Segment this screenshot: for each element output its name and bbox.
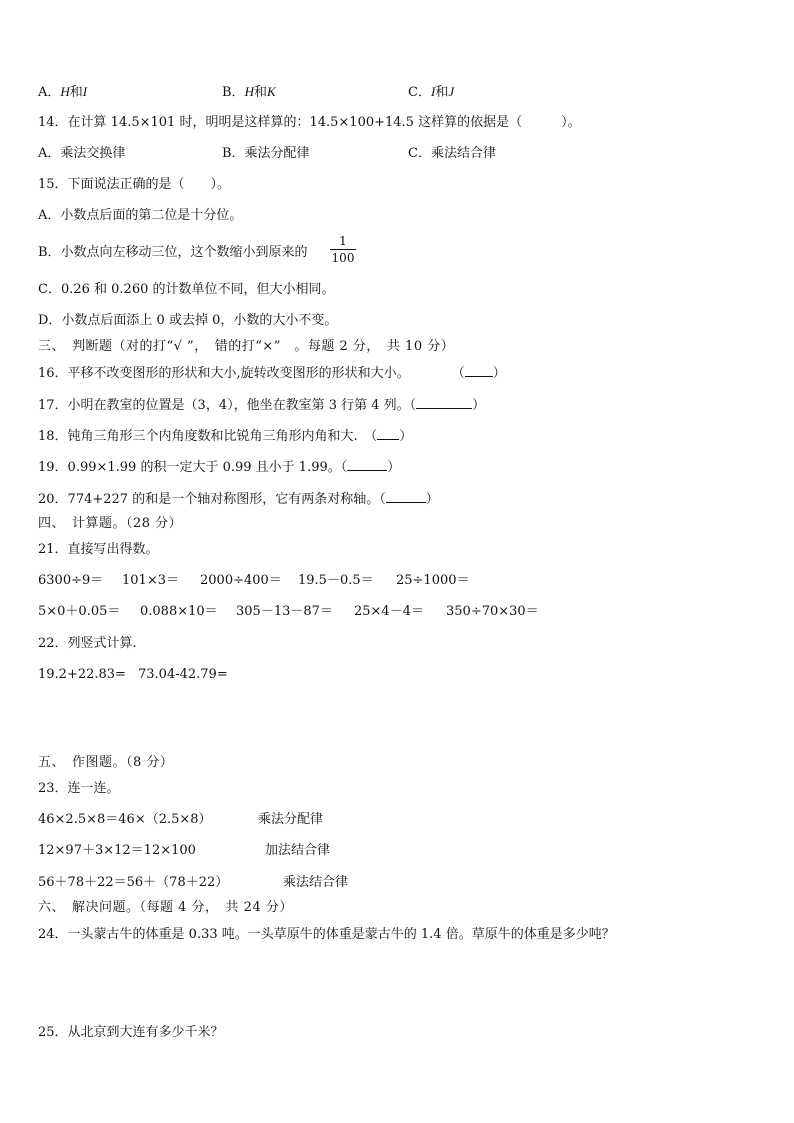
variable: I [82, 84, 88, 99]
question-text: 19．0.99×1.99 的积一定大于 0.99 且小于 1.99。（ [38, 460, 348, 475]
section-6-title: 六、 解决问题。（每题 4 分， 共 24 分） [38, 900, 293, 915]
option-label: A． [38, 85, 61, 100]
fraction-one-hundredth [330, 234, 356, 265]
match-left-item[interactable]: 56＋78＋22＝56＋（78＋22） [38, 875, 229, 890]
section-3-title: 三、 判断题（对的打“√ ”， 错的打“×” 。每题 2 分， 共 10 分） [38, 339, 455, 354]
question-number: 14． [38, 115, 68, 130]
connector: 和 [435, 85, 449, 100]
match-left-item[interactable]: 46×2.5×8＝46×（2.5×8） [38, 812, 212, 827]
question-21: 21．直接写出得数。 [38, 542, 159, 557]
question-text: 下面说法正确的是（ ）。 [67, 177, 231, 192]
calc-item: 25÷1000＝ [396, 573, 470, 588]
question-text: 17．小明在教室的位置是（3，4），他坐在教室第 3 行第 4 列。（ [38, 398, 417, 413]
calc-item: 0.088×10＝ [140, 604, 218, 619]
answer-blank[interactable] [347, 458, 387, 471]
q15-option-a: A．小数点后面的第二位是十分位。 [38, 208, 243, 223]
variable: J [448, 84, 455, 99]
option-label: B． [222, 85, 245, 100]
calc-item: 101×3＝ [122, 573, 179, 588]
question-16 [38, 364, 506, 382]
q13-option-b [222, 84, 276, 101]
variable: H [244, 84, 254, 99]
question-24: 24．一头蒙古牛的体重是 0.33 吨。一头草原牛的体重是蒙古牛的 1.4 倍。草原牛的体重是多少吨？ [38, 927, 615, 942]
question-text: 20．774+227 的和是一个轴对称图形，它有两条对称轴。（ [38, 492, 386, 507]
question-14 [38, 115, 581, 131]
connector: 和 [69, 85, 83, 100]
q14-option-a: A．乘法交换律 [38, 146, 126, 161]
fraction-denominator: 100 [331, 251, 355, 265]
option-label: C． [408, 85, 431, 100]
vertical-calc-item: 73.04-42.79= [138, 667, 228, 682]
question-19 [38, 458, 400, 476]
paren-right: ） [472, 398, 486, 413]
match-right-item[interactable]: 乘法结合律 [283, 875, 349, 890]
answer-blank[interactable] [386, 490, 426, 503]
calc-item: 305－13－87＝ [236, 604, 333, 619]
question-text: 18．钝角三角形三个内角度数和比锐角三角形内角和大. （ [38, 429, 378, 444]
connector: 和 [253, 85, 267, 100]
question-22: 22．列竖式计算. [38, 636, 137, 651]
calc-item: 5×0＋0.05＝ [38, 604, 121, 619]
q13-option-a [38, 84, 87, 101]
question-18 [38, 427, 412, 445]
calc-item: 19.5－0.5＝ [298, 573, 374, 588]
q15-option-b: B．小数点向左移动三位，这个数缩小到原来的 [38, 245, 308, 260]
question-15 [38, 177, 230, 193]
section-4-title: 四、 计算题。（28 分） [38, 516, 183, 531]
paren-right: ） [399, 429, 413, 444]
question-20 [38, 490, 439, 508]
q15-option-c: C．0.26 和 0.260 的计数单位不同，但大小相同。 [38, 282, 335, 297]
calc-item: 350÷70×30＝ [446, 604, 539, 619]
q13-option-c [408, 84, 454, 101]
question-25: 25．从北京到大连有多少千米？ [38, 1025, 224, 1040]
variable: H [60, 84, 70, 99]
answer-blank[interactable] [377, 427, 399, 440]
paren-right: ） [492, 366, 506, 381]
answer-blank[interactable] [465, 364, 493, 377]
match-left-item[interactable]: 12×97＋3×12＝12×100 [38, 843, 196, 858]
variable: K [266, 84, 276, 99]
paren-right: ） [387, 460, 401, 475]
q15-option-d: D．小数点后面添上 0 或去掉 0，小数的大小不变。 [38, 313, 338, 328]
question-23: 23．连一连。 [38, 781, 120, 796]
answer-blank[interactable] [416, 396, 472, 409]
match-right-item[interactable]: 乘法分配律 [258, 812, 324, 827]
match-right-item[interactable]: 加法结合律 [265, 843, 331, 858]
variable: I [430, 84, 436, 99]
question-text: 16．平移不改变图形的形状和大小,旋转改变图形的形状和大小。 [38, 366, 410, 381]
section-5-title: 五、 作图题。（8 分） [38, 755, 174, 770]
calc-item: 2000÷400＝ [200, 573, 282, 588]
calc-item: 25×4－4＝ [354, 604, 424, 619]
question-number: 15． [38, 177, 68, 192]
question-17 [38, 396, 485, 414]
question-text: 在计算 14.5×101 时，明明是这样算的：14.5×100+14.5 这样算的依据是（ ）。 [67, 115, 581, 130]
fraction-numerator: 1 [330, 234, 356, 250]
calc-item: 6300÷9＝ [38, 573, 104, 588]
q14-option-c: C．乘法结合律 [408, 146, 496, 161]
vertical-calc-item: 19.2+22.83= [38, 667, 126, 682]
paren-right: ） [425, 492, 439, 507]
q14-option-b: B．乘法分配律 [222, 146, 310, 161]
paren-left: （ [451, 366, 465, 381]
